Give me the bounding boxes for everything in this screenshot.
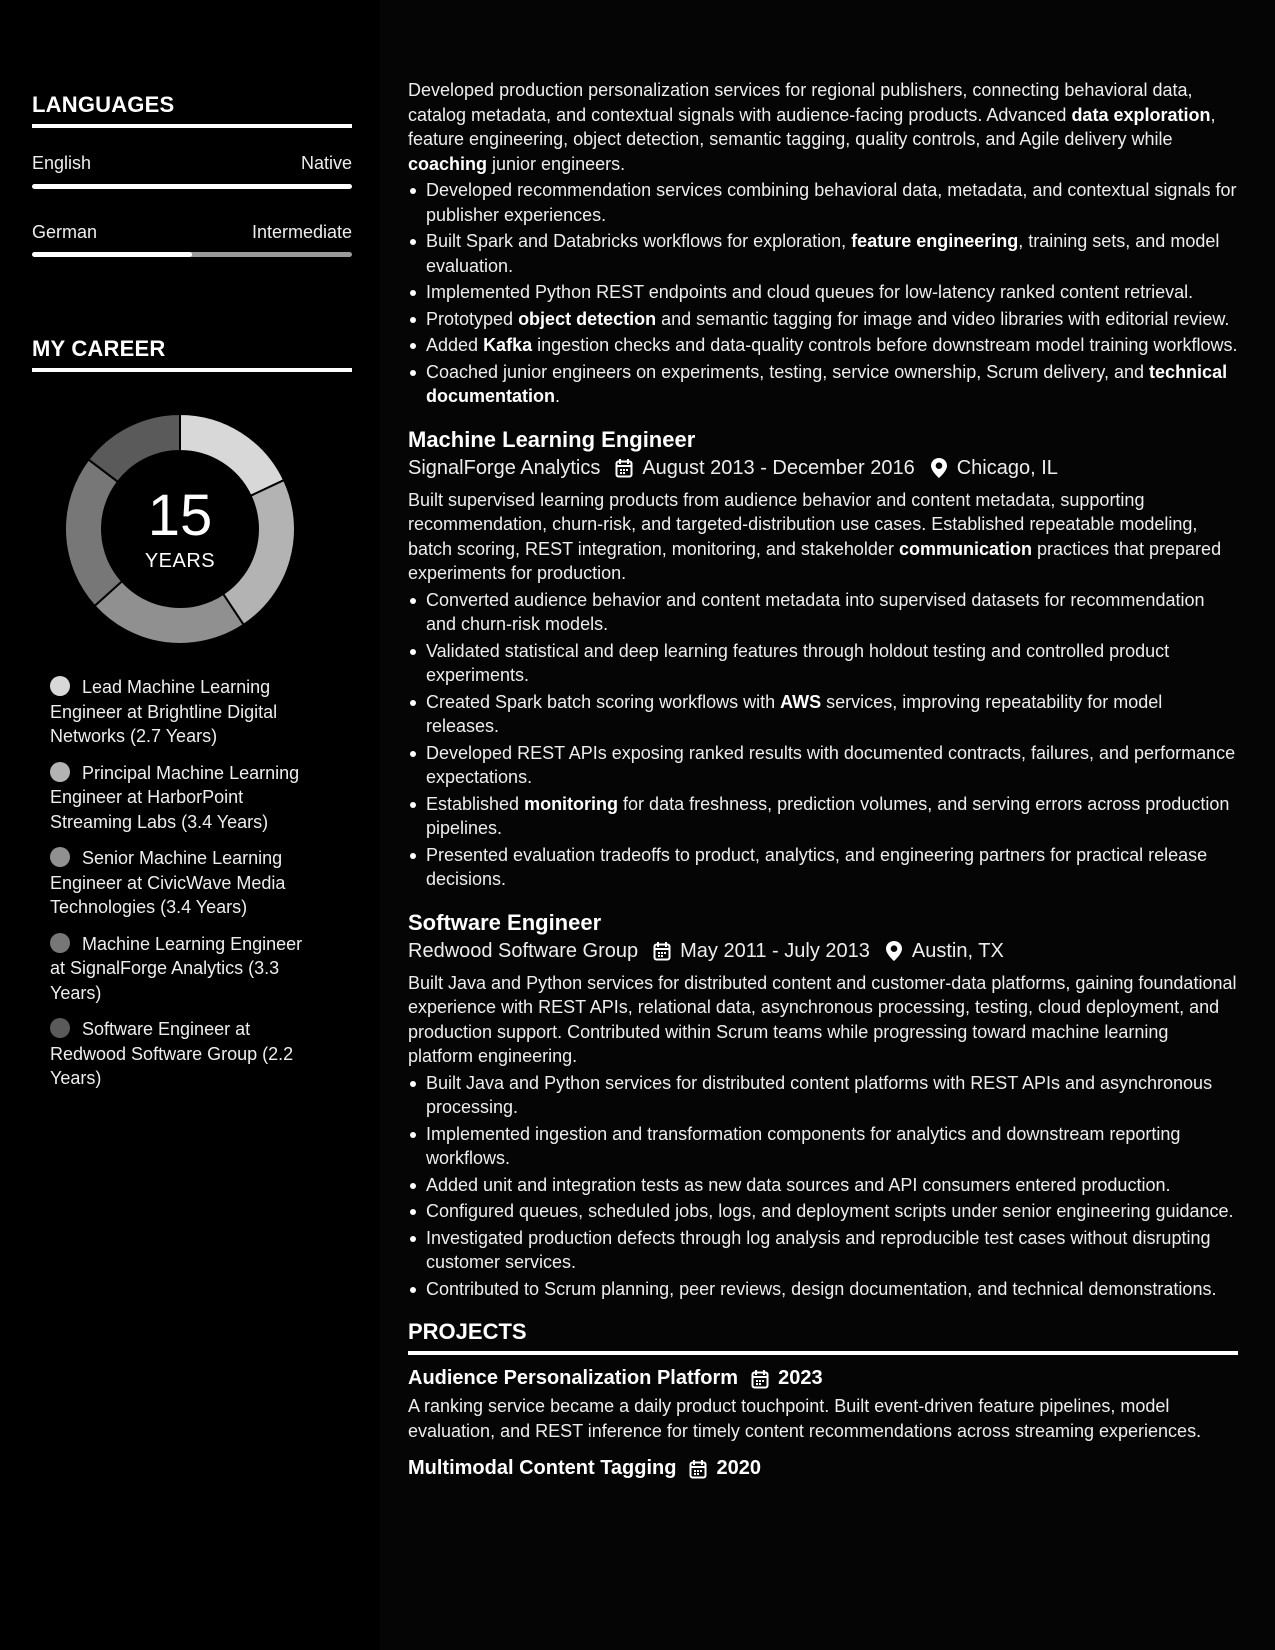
career-total-years: 15	[147, 482, 213, 548]
languages-title: LANGUAGES	[32, 92, 352, 128]
career-legend-item	[50, 761, 320, 835]
bullet-item: Built Spark and Databricks workflows for exploration, feature engineering, training sets, and model evaluation.	[426, 229, 1238, 278]
calendar-icon	[652, 940, 672, 962]
project-header	[408, 1367, 1238, 1390]
bullet-item: Validated statistical and deep learning features through holdout testing and controlled product experiments.	[426, 639, 1238, 688]
job-bullets	[408, 588, 1238, 892]
project-name: Multimodal Content Tagging	[408, 1457, 677, 1479]
language-name: English	[32, 153, 92, 173]
language-bar-german	[32, 252, 352, 257]
project-year: 2023	[778, 1367, 823, 1389]
project-name: Audience Personalization Platform	[408, 1367, 739, 1389]
experience-content	[408, 78, 1238, 1484]
project-description: A ranking service became a daily product touchpoint. Built event-driven feature pipelines, model evaluation, and REST inference for timely content recommendations across streaming experiences.	[408, 1396, 1202, 1441]
projects-title: PROJECTS	[408, 1319, 1238, 1355]
map-pin-icon	[929, 457, 949, 479]
career-donut-center	[65, 414, 295, 644]
bullet-item: Contributed to Scrum planning, peer reviews, design documentation, and technical demonstrations.	[426, 1277, 1238, 1302]
bullet-item: Implemented Python REST endpoints and cloud queues for low-latency ranked content retrieval.	[426, 280, 1238, 305]
language-level: Native	[300, 153, 352, 173]
legend-dot	[50, 762, 70, 782]
language-row-english	[32, 153, 352, 174]
job-title: Machine Learning Engineer	[408, 426, 696, 452]
language-bar-fill	[32, 252, 192, 257]
calendar-icon	[688, 1458, 708, 1480]
job-company: Redwood Software Group	[408, 939, 639, 962]
career-legend-text: Software Engineer at Redwood Software Group (2.2 Years)	[50, 1019, 294, 1088]
bullet-item: Prototyped object detection and semantic tagging for image and video libraries with editorial review.	[426, 307, 1238, 332]
career-legend-item	[50, 932, 320, 1006]
job-dates: August 2013 - December 2016	[642, 456, 915, 479]
bullet-item: Configured queues, scheduled jobs, logs, and deployment scripts under senior engineering guidance.	[426, 1199, 1238, 1224]
bullet-item: Coached junior engineers on experiments, testing, service ownership, Scrum delivery, and technical documentation.	[426, 360, 1238, 409]
career-legend-text: Machine Learning Engineer at SignalForge Analytics (3.3 Years)	[50, 933, 303, 1003]
intro-summary: Developed production personalization services for regional publishers, connecting behavioral data, catalog metadata, and contextual signals with audience-facing products. Advanced data exploration, feature engineering, object detection, semantic tagging, quality controls, and Agile delivery while coaching junior engineers.	[408, 80, 1216, 174]
sidebar	[0, 0, 380, 1650]
job-dates: May 2011 - July 2013	[680, 939, 870, 962]
map-pin-icon	[884, 940, 904, 962]
career-legend-text: Senior Machine Learning Engineer at CivicWave Media Technologies (3.4 Years)	[50, 848, 286, 917]
career-title: MY CAREER	[32, 336, 352, 372]
career-legend-item	[50, 675, 320, 749]
job-summary: Built Java and Python services for distributed content and customer-data platforms, gaining foundational experience with REST APIs, relational data, asynchronous processing, testing, cloud deployment, and production support. Contributed within Scrum teams while progressing toward machine learning platform engineering.	[408, 972, 1237, 1066]
legend-dot	[50, 847, 70, 867]
bullet-item: Built Java and Python services for distributed content platforms with REST APIs and asynchronous processing.	[426, 1071, 1238, 1120]
job-location: Austin, TX	[911, 939, 1004, 962]
bullet-item: Established monitoring for data freshness, prediction volumes, and serving errors across production pipelines.	[426, 792, 1238, 841]
language-bar-english	[32, 184, 352, 189]
career-legend-item	[50, 846, 320, 920]
job-bullets	[408, 1071, 1238, 1302]
bullet-item: Created Spark batch scoring workflows with AWS services, improving repeatability for model releases.	[426, 690, 1238, 739]
job-meta	[408, 940, 1238, 963]
language-level: Intermediate	[251, 222, 352, 242]
job-meta	[408, 457, 1238, 480]
project-year: 2020	[716, 1457, 761, 1479]
job-title: Software Engineer	[408, 909, 602, 935]
language-bar-fill	[32, 184, 352, 189]
legend-dot	[50, 933, 70, 953]
language-row-german	[32, 222, 352, 243]
intro-bullets	[408, 178, 1238, 409]
job-company: SignalForge Analytics	[408, 456, 601, 479]
bullet-item: Developed REST APIs exposing ranked results with documented contracts, failures, and performance expectations.	[426, 741, 1238, 790]
calendar-icon	[614, 457, 634, 479]
career-years-label: YEARS	[144, 549, 216, 572]
job-location: Chicago, IL	[956, 456, 1058, 479]
bullet-item: Added unit and integration tests as new data sources and API consumers entered production.	[426, 1173, 1238, 1198]
legend-dot	[50, 1018, 70, 1038]
bullet-item: Presented evaluation tradeoffs to product, analytics, and engineering partners for practical release decisions.	[426, 843, 1238, 892]
career-legend-text: Lead Machine Learning Engineer at Brightline Digital Networks (2.7 Years)	[50, 677, 278, 746]
project-header	[408, 1457, 1238, 1480]
bullet-item: Implemented ingestion and transformation components for analytics and downstream reporting workflows.	[426, 1122, 1238, 1171]
career-legend-item	[50, 1017, 320, 1091]
language-name: German	[32, 222, 98, 242]
legend-dot	[50, 676, 70, 696]
career-legend-text: Principal Machine Learning Engineer at HarborPoint Streaming Labs (3.4 Years)	[50, 762, 300, 832]
career-legend	[50, 675, 320, 1103]
bullet-item: Developed recommendation services combining behavioral data, metadata, and contextual signals for publisher experiences.	[426, 178, 1238, 227]
bullet-item: Added Kafka ingestion checks and data-quality controls before downstream model training workflows.	[426, 333, 1238, 358]
job-summary: Built supervised learning products from audience behavior and content metadata, supporting recommendation, churn-risk, and targeted-distribution use cases. Established repeatable modeling, batch scoring, REST integration, monitoring, and stakeholder communication practices that prepared experiments for production.	[408, 489, 1222, 583]
calendar-icon	[750, 1368, 770, 1390]
bullet-item: Converted audience behavior and content metadata into supervised datasets for recommendation and churn-risk models.	[426, 588, 1238, 637]
bullet-item: Investigated production defects through log analysis and reproducible test cases without disrupting customer services.	[426, 1226, 1238, 1275]
